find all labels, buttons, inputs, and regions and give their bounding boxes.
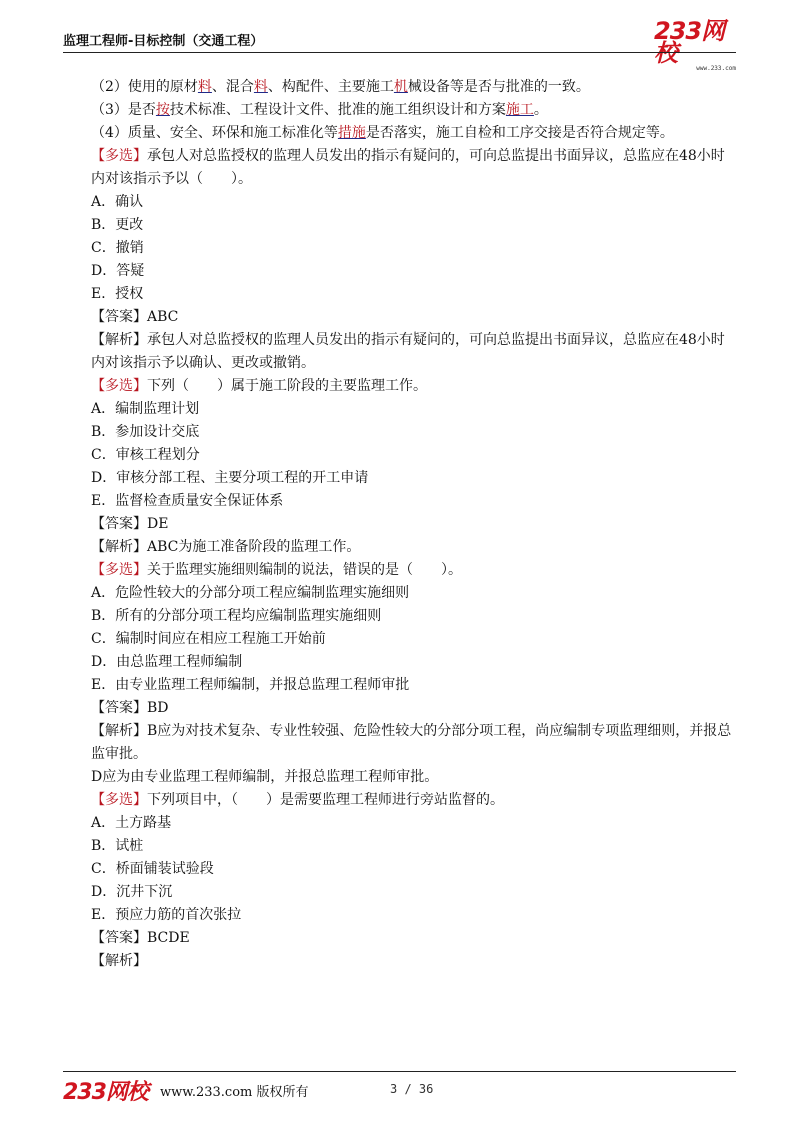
option-d: D．审核分部工程、主要分项工程的开工申请: [91, 470, 369, 486]
option-e: E．授权: [91, 286, 144, 302]
answer: [63, 306, 737, 329]
analysis: [63, 536, 737, 559]
option-e: E．预应力筋的首次张拉: [91, 907, 242, 923]
paragraph-3: [63, 99, 737, 122]
answer-value: ABC: [147, 309, 179, 325]
option-b: B．所有的分部分项工程均应编制监理实施细则: [91, 608, 382, 624]
analysis-label: 【解析】: [91, 539, 147, 555]
option-d: D．答疑: [91, 263, 145, 279]
text: （4）质量、安全、环保和施工标准化等: [91, 125, 338, 141]
analysis: [63, 950, 737, 973]
option-c: C．编制时间应在相应工程施工开始前: [91, 631, 326, 647]
analysis-label: 【解析】: [91, 723, 147, 739]
highlight-text: 机: [393, 79, 408, 95]
analysis-label: 【解析】: [91, 953, 147, 969]
answer-label: 【答案】: [91, 930, 147, 946]
highlight-text: 施工: [505, 102, 534, 118]
analysis-text: ABC为施工准备阶段的监理工作。: [147, 539, 361, 555]
footer-logo: 233网校: [63, 1080, 148, 1105]
answer-value: BCDE: [147, 930, 190, 946]
option-a: A．危险性较大的分部分项工程应编制监理实施细则: [91, 585, 410, 601]
question-stem: [63, 145, 737, 191]
question-stem: [63, 375, 737, 398]
question-type-tag: 【多选】: [91, 378, 147, 394]
option-d: D．由总监理工程师编制: [91, 654, 243, 670]
question-type-tag: 【多选】: [91, 562, 147, 578]
document-header-title: 监理工程师-目标控制（交通工程）: [63, 34, 264, 49]
analysis-text: 承包人对总监授权的监理人员发出的指示有疑问的，可向总监提出书面异议，总监应在48小时内对该指示予以确认、更改或撤销。: [91, 332, 725, 371]
answer-value: DE: [147, 516, 169, 532]
option-a: A．土方路基: [91, 815, 172, 831]
brand-logo: [654, 17, 736, 72]
page-content: [63, 76, 737, 973]
logo-url: www.233.com: [696, 65, 736, 72]
paragraph-4: [63, 122, 737, 145]
highlight-text: 按: [155, 102, 170, 118]
text: 、构配件、主要施工: [267, 79, 394, 95]
answer: [63, 927, 737, 950]
option-a: A．确认: [91, 194, 144, 210]
paragraph-2: [63, 76, 737, 99]
answer-label: 【答案】: [91, 309, 147, 325]
question-stem: [63, 789, 737, 812]
question-text: 关于监理实施细则编制的说法，错误的是（ ）。: [147, 562, 462, 578]
analysis-text: B应为对技术复杂、专业性较强、危险性较大的分部分项工程，尚应编制专项监理细则，并报总监审批。: [91, 723, 732, 762]
highlight-text: 料: [253, 79, 268, 95]
option-a: A．编制监理计划: [91, 401, 200, 417]
text: （3）是否: [91, 102, 156, 118]
option-e: E．监督检查质量安全保证体系: [91, 493, 284, 509]
text: （2）使用的原材: [91, 79, 198, 95]
option-e: E．由专业监理工程师编制，并报总监理工程师审批: [91, 677, 410, 693]
analysis: [63, 720, 737, 766]
analysis: [63, 329, 737, 375]
question-text: 承包人对总监授权的监理人员发出的指示有疑问的，可向总监提出书面异议，总监应在48小时内对该指示予以（ ）。: [91, 148, 725, 187]
footer-copyright: www.233.com 版权所有: [160, 1085, 309, 1100]
option-c: C．桥面铺装试验段: [91, 861, 214, 877]
answer-label: 【答案】: [91, 516, 147, 532]
footer-rule: [63, 1071, 736, 1072]
option-c: C．撤销: [91, 240, 144, 256]
option-b: B．参加设计交底: [91, 424, 200, 440]
header-rule: [63, 52, 736, 53]
option-b: B．更改: [91, 217, 144, 233]
option-d: D．沉井下沉: [91, 884, 173, 900]
text: 、混合: [211, 79, 254, 95]
question-text: 下列（ ）属于施工阶段的主要监理工作。: [147, 378, 427, 394]
answer-value: BD: [147, 700, 169, 716]
text: 技术标准、工程设计文件、批准的施工组织设计和方案: [169, 102, 506, 118]
text: 是否落实，施工自检和工序交接是否符合规定等。: [365, 125, 674, 141]
analysis-label: 【解析】: [91, 332, 147, 348]
option-b: B．试桩: [91, 838, 144, 854]
question-type-tag: 【多选】: [91, 148, 147, 164]
highlight-text: 措施: [337, 125, 366, 141]
option-c: C．审核工程划分: [91, 447, 200, 463]
question-stem: [63, 559, 737, 582]
logo-text: 233网校: [654, 17, 725, 67]
highlight-text: 料: [197, 79, 212, 95]
page-number: 3 / 36: [390, 1082, 434, 1096]
question-type-tag: 【多选】: [91, 792, 147, 808]
answer: [63, 697, 737, 720]
answer: [63, 513, 737, 536]
question-text: 下列项目中，（ ）是需要监理工程师进行旁站监督的。: [147, 792, 504, 808]
text: 械设备等是否与批准的一致。: [407, 79, 590, 95]
analysis-continued: D应为由专业监理工程师编制，并报总监理工程师审批。: [91, 769, 439, 785]
answer-label: 【答案】: [91, 700, 147, 716]
text: 。: [533, 102, 548, 118]
